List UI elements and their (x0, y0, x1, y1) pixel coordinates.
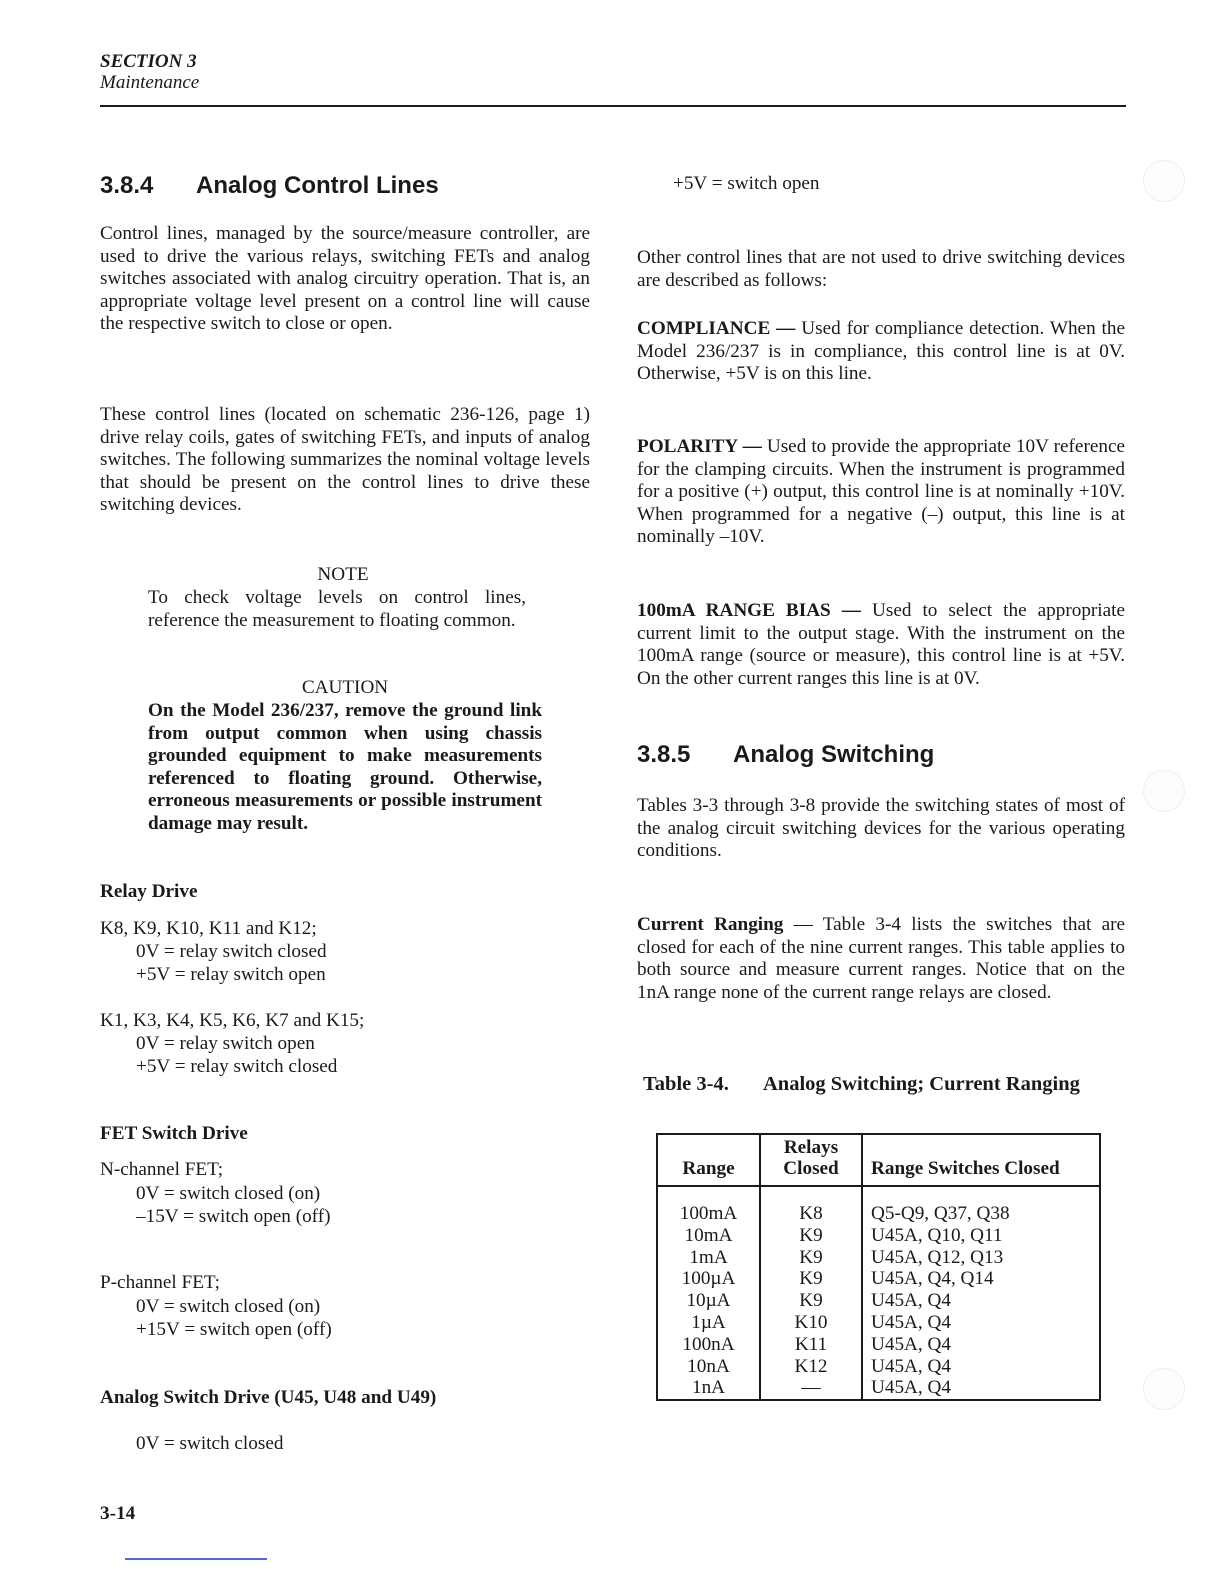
paragraph-compliance (637, 318, 1125, 386)
range-cell: 1mA (689, 1246, 728, 1268)
header-rule (100, 105, 1126, 107)
range-cell: 10µA (686, 1290, 731, 1312)
paragraph-other-lines: Other control lines that are not used to drive switching devices are described as follows: (637, 247, 1125, 291)
table-title: Analog Switching; Current Ranging (763, 1073, 1080, 1095)
heading-title: Analog Control Lines (196, 172, 439, 199)
relay-cell: K9 (760, 1225, 862, 1247)
range-cell: 1µA (691, 1311, 726, 1333)
relay-cell: K10 (760, 1312, 862, 1334)
relay-cell: K12 (760, 1356, 862, 1378)
polarity-text: Used to provide the appropriate 10V reference for the clamping circuits. When the instrument is programmed for a positive (+) output, this control line is at nominally +10V. When programmed for a negative (–) output, this line is at nominally –10V. (637, 436, 1125, 548)
relay-drive-heading: Relay Drive (100, 881, 198, 902)
relay-group-1: K8, K9, K10, K11 and K12; (100, 918, 317, 939)
heading-title: Analog Switching (733, 741, 935, 768)
table-header-row (657, 1134, 1100, 1186)
nfet-open: –15V = switch open (off) (136, 1206, 331, 1227)
switches-cell: Q5-Q9, Q37, Q38 (862, 1186, 1100, 1225)
punch-hole (1143, 160, 1185, 202)
analog-switch-heading: Analog Switch Drive (U45, U48 and U49) (100, 1387, 437, 1408)
nfet-label: N-channel FET; (100, 1159, 224, 1180)
table-row (657, 1290, 1100, 1312)
col-header-relays (760, 1134, 862, 1186)
pfet-open: +15V = switch open (off) (136, 1319, 332, 1340)
range-cell: 1nA (691, 1377, 726, 1399)
compliance-lead: COMPLIANCE — (637, 318, 796, 339)
table-number: Table 3-4. (643, 1073, 729, 1095)
caution-body: On the Model 236/237, remove the ground link from output common when using chassis grounded equipment to make measurements referenced to floating ground. Otherwise, erroneous measurements or possible instrument damage may result. (148, 700, 542, 834)
heading-3-8-4 (100, 172, 439, 200)
page-number: 3-14 (100, 1503, 136, 1524)
note-title: NOTE (317, 564, 369, 585)
relay-group-1-closed: 0V = relay switch closed (136, 941, 327, 962)
paragraph-range-bias (637, 600, 1125, 690)
current-ranging-table (656, 1133, 1101, 1401)
col-header-relays-line2: Closed (783, 1158, 839, 1179)
relay-cell: K9 (760, 1247, 862, 1269)
relay-cell: K9 (760, 1268, 862, 1290)
pfet-closed: 0V = switch closed (on) (136, 1296, 321, 1317)
table-row (657, 1268, 1100, 1290)
switches-cell: U45A, Q4 (862, 1334, 1100, 1356)
range-cell: 100mA (679, 1203, 738, 1224)
range-cell: 10mA (684, 1224, 733, 1246)
relay-cell: K11 (760, 1334, 862, 1356)
punch-hole (1143, 1368, 1185, 1410)
analog-switch-closed: 0V = switch closed (136, 1433, 284, 1454)
pfet-label: P-channel FET; (100, 1272, 220, 1293)
table-row (657, 1247, 1100, 1269)
range-cell: 100µA (681, 1268, 736, 1290)
polarity-lead: POLARITY — (637, 436, 762, 457)
heading-number: 3.8.5 (637, 741, 691, 768)
switches-cell: U45A, Q4, Q14 (862, 1268, 1100, 1290)
section-label: SECTION 3 (100, 51, 197, 72)
range-bias-lead: 100mA RANGE BIAS — (637, 600, 861, 621)
relay-group-1-open: +5V = relay switch open (136, 964, 326, 985)
fet-drive-heading: FET Switch Drive (100, 1123, 248, 1144)
nfet-closed: 0V = switch closed (on) (136, 1183, 321, 1204)
heading-3-8-5 (637, 741, 934, 769)
relay-group-2-closed: +5V = relay switch closed (136, 1056, 338, 1077)
switches-cell: U45A, Q4 (862, 1290, 1100, 1312)
range-bias-text: Used to select the appropriate current limit to the output stage. With the instrument on the 100mA range (source or measure), this control line is at +5V. On the other current ranges this line is at 0V. (637, 600, 1125, 689)
switches-cell: U45A, Q4 (862, 1312, 1100, 1334)
range-cell: 10nA (687, 1355, 730, 1377)
col-header-relays-line1: Relays (783, 1137, 839, 1158)
current-ranging-lead: Current Ranging (637, 914, 784, 935)
table-row (657, 1186, 1100, 1225)
relay-cell: K9 (760, 1290, 862, 1312)
table-row (657, 1356, 1100, 1378)
col-header-range: Range (657, 1134, 760, 1186)
section-subtitle: Maintenance (100, 72, 200, 93)
table-body (657, 1186, 1100, 1400)
compliance-text: Used for compliance detection. When the Model 236/237 is in compliance, this control line is at 0V. Otherwise, +5V is on this line. (637, 318, 1125, 385)
paragraph-control-lines: Control lines, managed by the source/measure controller, are used to drive the various relays, switching FETs and analog switches associated with analog circuitry operation. That is, an appropriate voltage level present on a control line will cause the respective switch to close or open. (100, 223, 590, 335)
table-row (657, 1225, 1100, 1247)
heading-number: 3.8.4 (100, 172, 154, 199)
caution-title: CAUTION (301, 677, 389, 698)
relay-group-2: K1, K3, K4, K5, K6, K7 and K15; (100, 1010, 365, 1031)
relay-cell: — (760, 1377, 862, 1400)
footer-rule (125, 1558, 267, 1560)
switches-cell: U45A, Q10, Q11 (862, 1225, 1100, 1247)
analog-switch-open: +5V = switch open (673, 173, 820, 194)
switches-cell: U45A, Q4 (862, 1377, 1100, 1400)
paragraph-tables: Tables 3-3 through 3-8 provide the switching states of most of the analog circuit switching devices for the various operating conditions. (637, 795, 1125, 862)
paragraph-schematic: These control lines (located on schematic 236-126, page 1) drive relay coils, gates of switching FETs, and inputs of analog switches. The following summarizes the nominal voltage levels that should be present on the control lines to drive these switching devices. (100, 404, 590, 516)
punch-hole (1143, 770, 1185, 812)
range-cell: 100nA (682, 1333, 735, 1355)
table-row (657, 1334, 1100, 1356)
table-row (657, 1377, 1100, 1400)
switches-cell: U45A, Q4 (862, 1356, 1100, 1378)
switches-cell: U45A, Q12, Q13 (862, 1247, 1100, 1269)
paragraph-current-ranging (637, 914, 1125, 1004)
current-ranging-text: — Table 3-4 lists the switches that are closed for each of the nine current ranges. This table applies to both source and measure current ranges. Notice that on the 1nA range none of the current range relays are closed. (637, 914, 1125, 1003)
relay-group-2-open: 0V = relay switch open (136, 1033, 315, 1054)
col-header-switches: Range Switches Closed (862, 1134, 1100, 1186)
table-caption (643, 1072, 1080, 1096)
note-body: To check voltage levels on control lines, reference the measurement to floating common. (148, 587, 526, 631)
relay-cell: K8 (760, 1186, 862, 1225)
table-row (657, 1312, 1100, 1334)
paragraph-polarity (637, 436, 1125, 549)
